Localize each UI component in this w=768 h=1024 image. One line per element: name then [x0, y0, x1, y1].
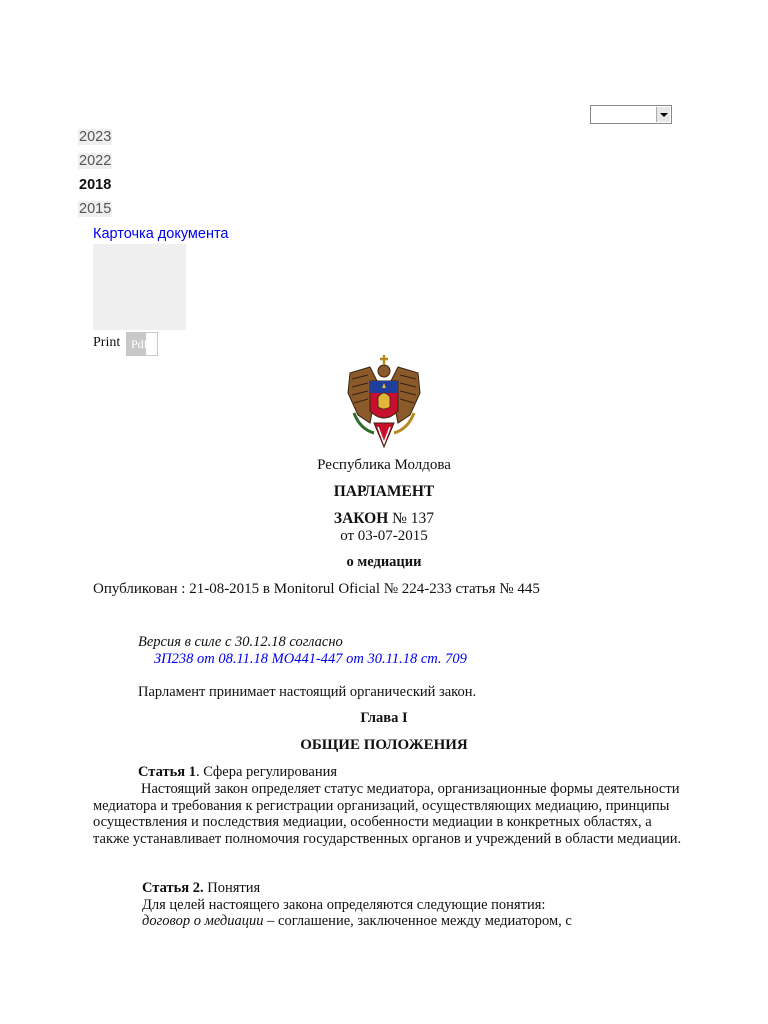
pdf-button[interactable] — [126, 332, 158, 356]
definition-text: – соглашение, заключенное между медиатором, с — [263, 913, 572, 929]
amendment-link[interactable]: ЗП238 от 08.11.18 МО441-447 от 30.11.18 ст. 709 — [154, 651, 467, 667]
article-1-label: Статья 1 — [138, 764, 196, 780]
document-card-placeholder — [93, 244, 186, 330]
act-number: № 137 — [392, 510, 435, 527]
article-1-title: . Сфера регулирования — [195, 764, 338, 780]
year-tab-2022[interactable]: 2022 — [79, 153, 112, 169]
article-1-heading — [138, 764, 337, 781]
adoption-text: Парламент принимает настоящий органический закон. — [138, 684, 477, 700]
article-1-body: Настоящий закон определяет статус медиатора, организационные формы деятельности медиатора и требования к регистрации организаций, осуществляющих медиацию, принципы осуществления и последствия медиации, особенности медиации в конкретных областях, а также устанавливает полномочия государственных органов и учреждений в области медиации. — [93, 781, 682, 847]
year-tab-2023[interactable]: 2023 — [79, 129, 112, 145]
country-name: Республика Молдова — [317, 457, 451, 473]
act-type: ЗАКОН — [333, 510, 389, 527]
definition-mediation-contract — [142, 913, 572, 930]
act-title — [0, 510, 768, 528]
article-2-heading — [142, 880, 260, 897]
pdf-button-label: Pdf — [127, 333, 146, 355]
version-select[interactable] — [590, 105, 672, 124]
publication-info: Опубликован : 21-08-2015 в Monitorul Oficial № 224-233 статья № 445 — [93, 581, 540, 597]
article-2-label: Статья 2. — [142, 880, 204, 896]
year-tab-2015[interactable]: 2015 — [79, 201, 112, 217]
article-2-title: Понятия — [203, 880, 261, 896]
version-note: Версия в силе с 30.12.18 согласно — [138, 634, 343, 650]
chapter-title: ОБЩИЕ ПОЛОЖЕНИЯ — [300, 737, 468, 753]
act-subject: о медиации — [346, 554, 422, 570]
chapter-number: Глава I — [360, 710, 408, 726]
institution-name: ПАРЛАМЕНТ — [333, 483, 435, 500]
print-label: Print — [93, 335, 121, 350]
chevron-down-icon[interactable] — [656, 107, 670, 122]
article-2-intro: Для целей настоящего закона определяются следующие понятия: — [142, 897, 546, 913]
act-date: от 03-07-2015 — [340, 528, 428, 544]
coat-of-arms-icon — [340, 353, 428, 451]
year-tab-2018[interactable]: 2018 — [79, 177, 112, 193]
definition-term: договор о медиации — [142, 913, 264, 929]
document-card-link[interactable]: Карточка документа — [93, 226, 229, 242]
